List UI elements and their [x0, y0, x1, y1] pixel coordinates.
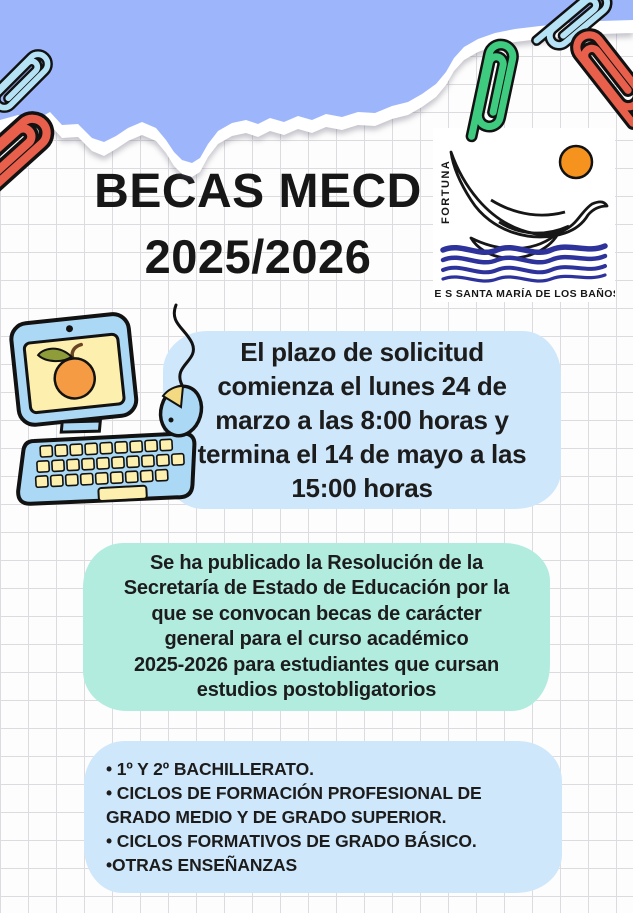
text-line: marzo a las 8:00 horas y — [215, 405, 509, 435]
school-name-label: I E S SANTA MARÍA DE LOS BAÑOS — [433, 288, 615, 300]
text-line: general para el curso académico — [164, 628, 469, 650]
touchpad — [98, 486, 147, 501]
mouse-icon — [155, 305, 207, 441]
resolution-box — [83, 543, 550, 711]
waves-icon — [443, 246, 605, 281]
title-line-2: 2025/2026 — [144, 230, 372, 283]
text-line: Secretaría de Estado de Educación por la — [123, 577, 510, 599]
fortuna-label: FORTUNA — [440, 159, 452, 224]
laptop-icon — [0, 298, 230, 526]
list-item: •OTRAS ENSEÑANZAS — [106, 855, 298, 875]
text-line: 15:00 horas — [291, 473, 433, 503]
text-line: El plazo de solicitud — [240, 337, 484, 367]
text-line: termina el 14 de mayo a las — [197, 439, 527, 469]
studies-box — [84, 741, 562, 893]
text-line: 2025-2026 para estudiantes que cursan — [133, 653, 499, 676]
text-line: estudios postobligatorios — [196, 679, 437, 701]
list-item: • CICLOS FORMATIVOS DE GRADO BÁSICO. — [106, 831, 477, 851]
text-line: Se ha publicado la Resolución de la — [149, 551, 484, 574]
text-line: que se convocan becas de carácter — [151, 602, 482, 625]
title-line-1: BECAS MECD — [94, 165, 422, 218]
list-item: • CICLOS DE FORMACIÓN PROFESIONAL DE GRADO MEDIO Y DE GRADO SUPERIOR. — [106, 783, 482, 827]
list-item: • 1º Y 2º BACHILLERATO. — [106, 759, 314, 779]
text-line: comienza el lunes 24 de — [217, 371, 507, 401]
